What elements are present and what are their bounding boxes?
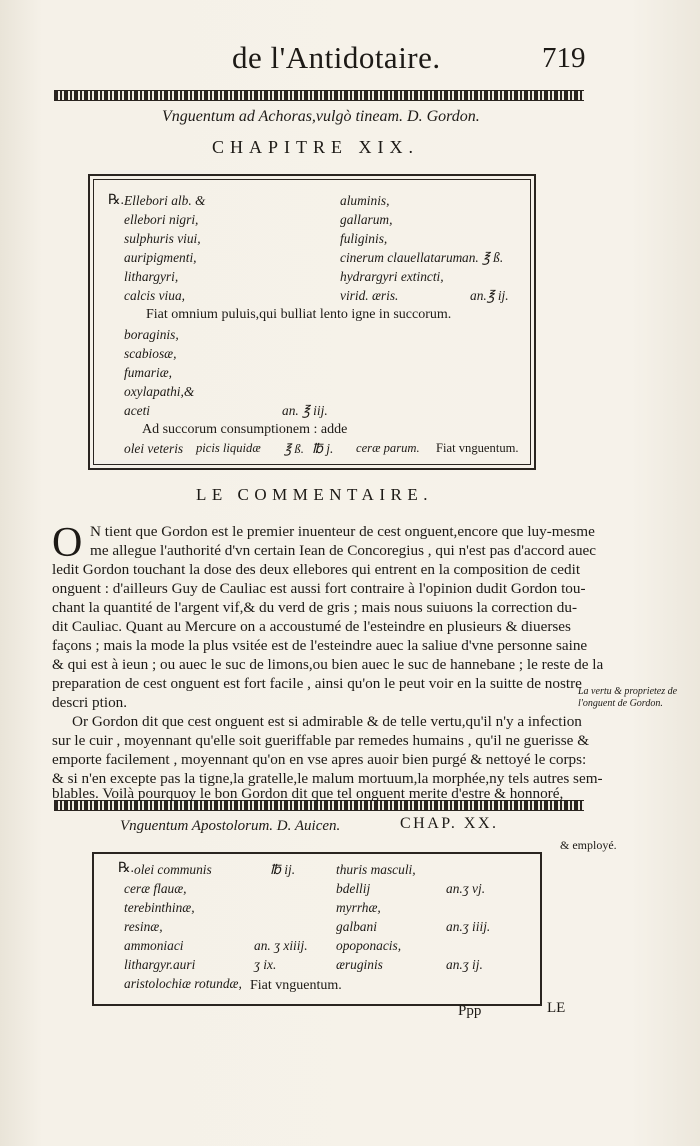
ingredient-left: ellebori nigri, (124, 212, 199, 227)
ornamental-rule-top (54, 90, 584, 101)
drop-cap: O (52, 520, 83, 566)
ingredient-dose: ℔ j. (312, 441, 334, 456)
ingredient-dose: ʒ ix. (254, 957, 277, 972)
ingredient-left: aristolochiæ rotundæ, (124, 976, 242, 991)
recipe-instruction: Fiat omnium puluis,qui bulliat lento igne in succorum. (146, 307, 452, 322)
ingredient-dose: an. ℥ ß. (462, 250, 504, 265)
text-line: descri ption. (52, 694, 128, 711)
ingredient-left: ceræ parum. (356, 441, 420, 455)
ingredient-right: gallarum, (340, 212, 393, 227)
page-number: 719 (542, 42, 586, 74)
text-line: me allegue l'authorité d'vn certain Iean de Concoregius , qui n'est pas d'accord auec (90, 542, 597, 559)
recipe-symbol: ℞. (108, 193, 125, 208)
ingredient-right: myrrhæ, (336, 900, 381, 915)
signature-mark: Ppp (458, 1003, 482, 1019)
text-line: onguent : d'ailleurs Guy de Cauliac est aussi fort contraire à l'opinion dudit Gordon tou- (52, 580, 586, 597)
ingredient-left: oxylapathi,& (124, 384, 195, 399)
ingredient-left: Ellebori alb. & (124, 193, 206, 208)
ingredient-left: olei veteris (124, 441, 184, 456)
ingredient-dose: an.ʒ iiij. (446, 919, 491, 934)
ingredient-right: æruginis (336, 957, 383, 972)
text-line: & qui est à ieun ; ou auec le suc de limons,ou bien auec le suc de hannebane ; le reste de la (52, 656, 604, 673)
ingredient-right: bdellij (336, 881, 371, 896)
ingredient-left: scabiosæ, (124, 346, 177, 361)
text-line: chant la quantité de l'argent vif,& du verd de gris ; mais nous suiuons la correction du- (52, 599, 578, 616)
running-title: de l'Antidotaire. (232, 40, 441, 75)
ingredient-left: terebinthinæ, (124, 900, 195, 915)
ingredient-right: fuliginis, (340, 231, 388, 246)
ingredient-left: ammoniaci (124, 938, 184, 953)
ingredient-left: auripigmenti, (124, 250, 197, 265)
recipe-instruction: Ad succorum consumptionem : adde (142, 422, 348, 437)
recipe-instruction: Fiat vnguentum. (250, 978, 342, 993)
ingredient-dose: ℥ ß. (284, 442, 304, 456)
ingredient-left: boraginis, (124, 327, 179, 342)
ingredient-left: fumariæ, (124, 365, 172, 380)
ingredient-right: cinerum clauellatarum (340, 250, 463, 265)
chapter-heading: CHAPITRE XIX. (212, 137, 419, 157)
ingredient-dose: an. ℥ iij. (282, 403, 328, 418)
ingredient-left: calcis viua, (124, 288, 185, 303)
ingredient-right: hydrargyri extincti, (340, 269, 444, 284)
ingredient-left: aceti (124, 403, 151, 418)
ingredient-left: lithargyr.auri (124, 957, 196, 972)
ingredient-left: sulphuris viui, (124, 231, 201, 246)
commentary-title: LE COMMENTAIRE. (196, 485, 433, 504)
ingredient-right: virid. æris. (340, 288, 399, 303)
text-line: ledit Gordon touchant la dose des deux ellebores qui entrent en la composition de cedit (52, 561, 581, 578)
ingredient-left: olei communis (134, 862, 212, 877)
chapter-subtitle: Vnguentum ad Achoras,vulgò tineam. D. Gordon. (162, 108, 480, 125)
text-line: Or Gordon dit que cest onguent est si admirable & de telle vertu,qu'il n'y a infection (72, 713, 582, 730)
recipe-instruction: Fiat vnguentum. (436, 441, 519, 455)
ingredient-dose: an.ʒ vj. (446, 881, 486, 896)
text-line: sur le cuir , moyennant qu'elle soit gueriffable par remedes humains , qu'il ne guerisse & (52, 732, 590, 749)
text-line: façons ; mais la mode la plus vsitée est de l'esteindre auec la saliue d'vne personne saine (52, 637, 588, 654)
ingredient-right: galbani (336, 919, 377, 934)
catchword: LE (547, 1000, 566, 1016)
ingredient-right: thuris masculi, (336, 862, 416, 877)
ingredient-right: opoponacis, (336, 938, 402, 953)
ingredient-dose: an.ʒ ij. (446, 957, 483, 972)
chapter-subtitle: Vnguentum Apostolorum. D. Auicen. (120, 818, 341, 834)
text-line: & si n'en excepte pas la tigne,la gratelle,le malum mortuum,la morphée,ny tels autres sem- (52, 770, 603, 787)
ingredient-left: ceræ flauæ, (124, 881, 187, 896)
ingredient-dose: an. ʒ xiiij. (254, 938, 308, 953)
ingredient-left: resinæ, (124, 919, 163, 934)
text-line: dit Cauliac. Quant au Mercure on a accoustumé de l'esteindre en plusieurs & diuerses (52, 618, 571, 635)
text-line: emporte facilement , moyennant qu'on en vse apres auoir bien purgé & nettoyé le corps: (52, 751, 587, 768)
ingredient-left: lithargyri, (124, 269, 179, 284)
chapter-heading: CHAP. XX. (400, 815, 499, 832)
ingredient-left: picis liquidæ (196, 441, 261, 455)
text-line: blables. Voilà pourquoy le bon Gordon dit que tel onguent merite d'estre & honnoré, (52, 785, 564, 802)
ingredient-right: aluminis, (340, 193, 390, 208)
text-line: preparation de cest onguent est fort facile , ainsi qu'on le peut voir en la suitte de nostre (52, 675, 582, 692)
margin-note: La vertu & proprietez de l'onguent de Gordon. (578, 686, 678, 709)
ingredient-dose: an.℥ ij. (470, 288, 509, 303)
text-line: & employé. (560, 838, 617, 852)
recipe-symbol: ℞. (118, 861, 135, 876)
text-line: N tient que Gordon est le premier inuenteur de cest onguent,encore que luy-mesme (90, 523, 595, 540)
ingredient-dose: ℔ ij. (270, 862, 296, 877)
